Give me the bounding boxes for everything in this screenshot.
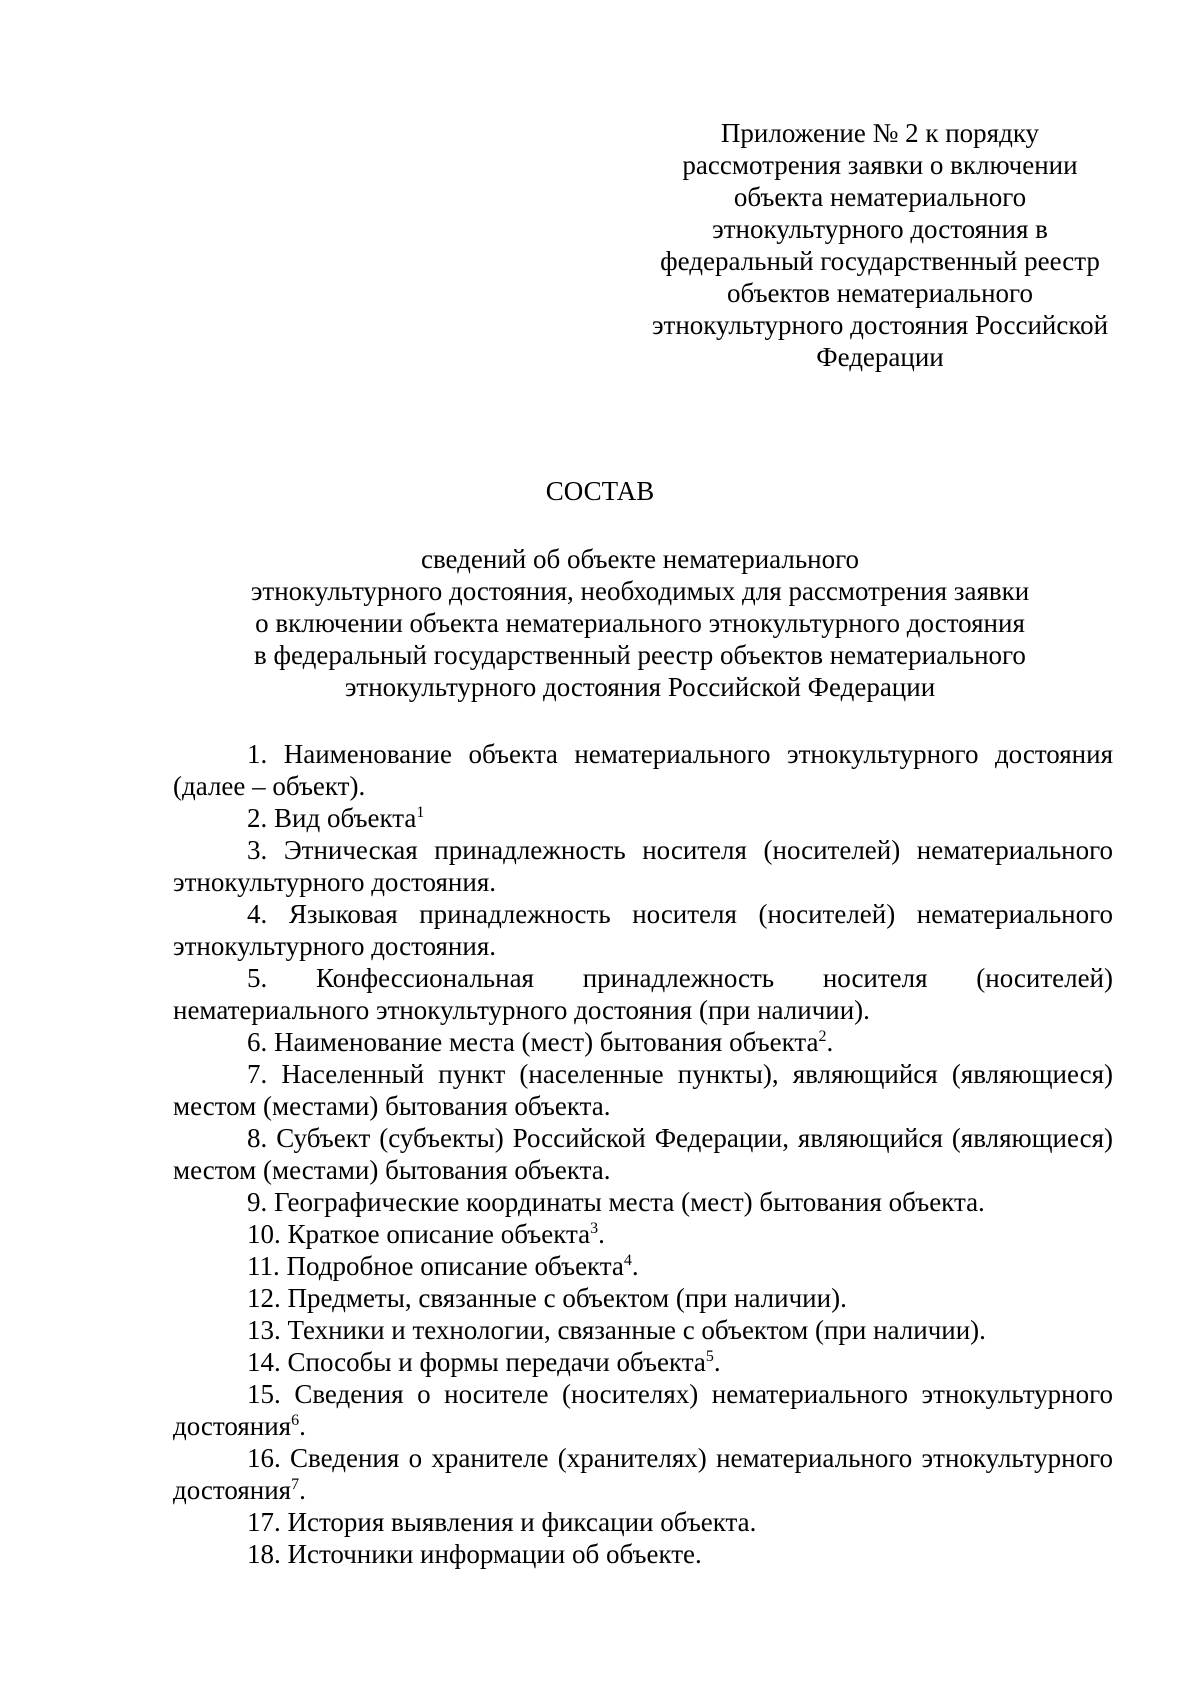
item-number: 14. <box>247 1347 281 1377</box>
item-end: . <box>631 1251 639 1281</box>
item-text: Населенный пункт (населенные пункты), являющийся (являющиеся) местом (местами) бытования объекта. <box>173 1059 1113 1121</box>
item-text: Наименование объекта нематериального этнокультурного достояния (далее – объект). <box>173 739 1114 801</box>
footnote-ref: 7 <box>291 1476 300 1493</box>
item-text: Сведения о хранителе (хранителях) нематериального этнокультурного достояния <box>173 1443 1113 1505</box>
footnote-ref: 6 <box>291 1412 300 1429</box>
footnote-ref: 1 <box>416 804 425 821</box>
item-text: Источники информации об объекте. <box>287 1539 702 1569</box>
item-number: 5. <box>247 963 268 993</box>
item-end: . <box>713 1347 721 1377</box>
list-item <box>173 962 1113 1026</box>
appendix-line: федеральный государственный реестр <box>660 246 1100 276</box>
list-item <box>173 1346 1113 1378</box>
list-item <box>173 1218 1113 1250</box>
item-number: 6. <box>247 1027 268 1057</box>
item-number: 1. <box>247 739 268 769</box>
item-text: Краткое описание объекта <box>287 1219 591 1249</box>
item-text: Техники и технологии, связанные с объектом (при наличии). <box>287 1315 986 1345</box>
list-item <box>173 1506 1113 1538</box>
item-number: 15. <box>247 1379 281 1409</box>
item-number: 17. <box>247 1507 281 1537</box>
appendix-line: Приложение № 2 к порядку <box>720 118 1040 148</box>
appendix-line: этнокультурного достояния Российской <box>651 310 1109 340</box>
item-text: История выявления и фиксации объекта. <box>287 1507 757 1537</box>
item-end: . <box>299 1411 306 1441</box>
subtitle-line: этнокультурного достояния, необходимых для рассмотрения заявки <box>250 576 1030 606</box>
appendix-line: Федерации <box>816 342 944 372</box>
item-number: 3. <box>247 835 268 865</box>
item-number: 9. <box>247 1187 268 1217</box>
list-item <box>173 1314 1113 1346</box>
list-item <box>173 1122 1113 1186</box>
list-item <box>173 898 1113 962</box>
list-item <box>173 1186 1113 1218</box>
list-item <box>173 1378 1113 1442</box>
appendix-line: объектов нематериального <box>727 278 1033 308</box>
list-item <box>173 802 1113 834</box>
item-text: Этническая принадлежность носителя (носителей) нематериального этнокультурного достояния. <box>173 835 1114 897</box>
list-item <box>173 1538 1113 1570</box>
item-number: 2. <box>247 803 268 833</box>
item-number: 11. <box>247 1251 280 1281</box>
subtitle-line: сведений об объекте нематериального <box>420 544 860 574</box>
item-number: 12. <box>247 1283 281 1313</box>
footnote-ref: 3 <box>590 1220 599 1237</box>
item-text: Наименование места (мест) бытования объекта <box>274 1027 819 1057</box>
appendix-line: объекта нематериального <box>733 182 1027 212</box>
list-item <box>173 1058 1113 1122</box>
item-text: Подробное описание объекта <box>286 1251 624 1281</box>
item-number: 8. <box>247 1123 268 1153</box>
item-end: . <box>826 1027 834 1057</box>
list-item <box>173 1442 1113 1506</box>
item-number: 10. <box>247 1219 281 1249</box>
document-subtitle <box>160 543 1120 703</box>
subtitle-line: в федеральный государственный реестр объектов нематериального <box>254 640 1026 670</box>
document-title: СОСТАВ <box>545 476 655 506</box>
item-text: Предметы, связанные с объектом (при наличии). <box>287 1283 847 1313</box>
item-text: Вид объекта <box>274 803 417 833</box>
appendix-header <box>610 117 1150 373</box>
item-number: 7. <box>247 1059 268 1089</box>
footnote-ref: 2 <box>818 1028 827 1045</box>
list-item <box>173 1250 1113 1282</box>
footnote-ref: 5 <box>705 1348 714 1365</box>
items-list <box>173 738 1113 1570</box>
item-text: Языковая принадлежность носителя (носителей) нематериального этнокультурного достояния. <box>173 899 1113 961</box>
item-end: . <box>598 1219 605 1249</box>
list-item <box>173 738 1113 802</box>
list-item <box>173 834 1113 898</box>
item-end: . <box>299 1475 306 1505</box>
subtitle-line: о включении объекта нематериального этнокультурного достояния <box>255 608 1025 638</box>
item-text: Субъект (субъекты) Российской Федерации, являющийся (являющиеся) местом (местами) бытования объекта. <box>173 1123 1114 1185</box>
item-text: Географические координаты места (мест) бытования объекта. <box>274 1187 985 1217</box>
item-number: 16. <box>247 1443 281 1473</box>
item-number: 4. <box>247 899 268 929</box>
item-text: Способы и формы передачи объекта <box>287 1347 706 1377</box>
footnote-ref: 4 <box>623 1252 632 1269</box>
appendix-line: этнокультурного достояния в <box>712 214 1048 244</box>
list-item <box>173 1026 1113 1058</box>
subtitle-line: этнокультурного достояния Российской Федерации <box>344 672 936 702</box>
list-item <box>173 1282 1113 1314</box>
item-text: Конфессиональная принадлежность носителя (носителей) нематериального этнокультурного достояния (при наличии). <box>173 963 1113 1025</box>
item-text: Сведения о носителе (носителях) нематериального этнокультурного достояния <box>173 1379 1113 1441</box>
item-number: 13. <box>247 1315 281 1345</box>
item-number: 18. <box>247 1539 281 1569</box>
appendix-line: рассмотрения заявки о включении <box>682 150 1078 180</box>
